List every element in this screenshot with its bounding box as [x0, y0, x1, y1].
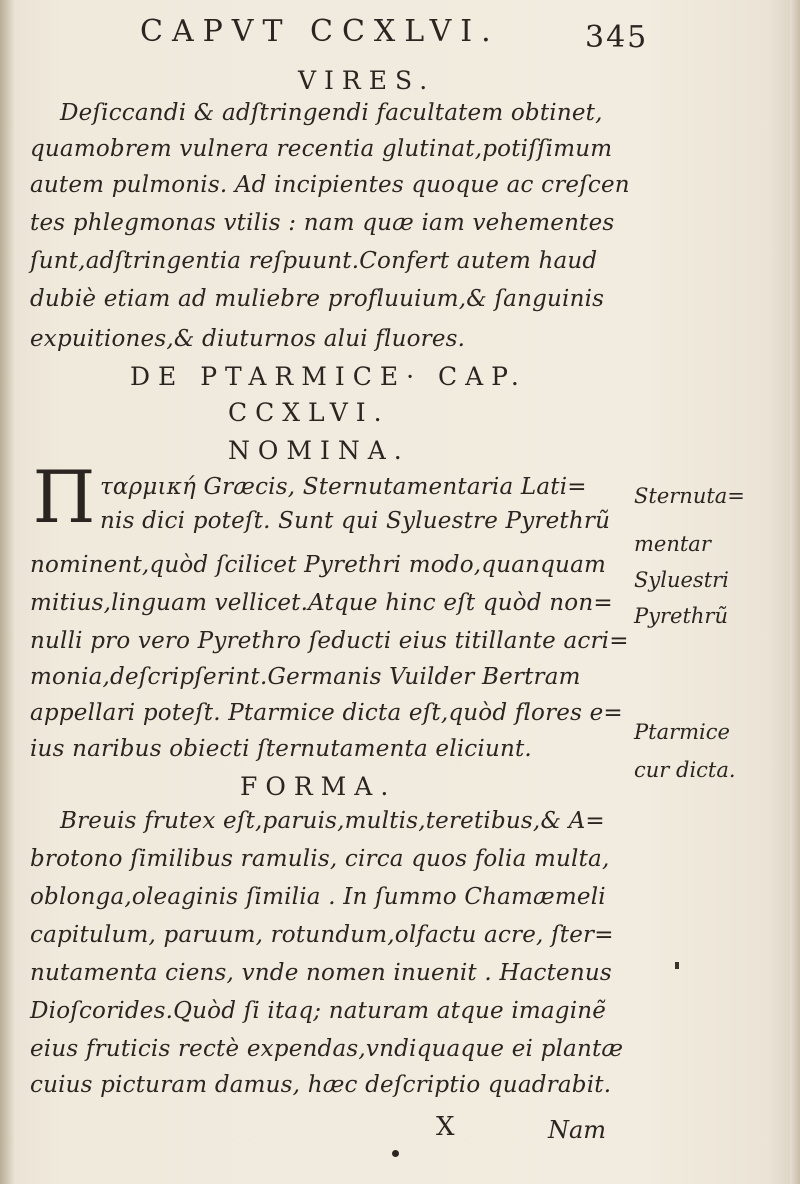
ink-dot	[392, 1150, 399, 1157]
page-edge	[790, 0, 800, 1184]
vires-line: autem pulmonis. Ad incipientes quoque ac creſcen	[30, 172, 630, 198]
nomina-line: appellari poteſt. Ptarmice dicta eſt,quòd flores e=	[30, 700, 623, 726]
nomina-line: monia,deſcripſerint.Germanis Vuilder Bertram	[30, 664, 581, 690]
nomina-line: nulli pro vero Pyrethro ſeducti eius titillante acri=	[30, 628, 629, 654]
vires-line: dubiè etiam ad muliebre profluuium,& ſanguinis	[30, 286, 605, 312]
running-head: CAPVT CCXLVI.	[140, 14, 500, 49]
nomina-line: ius naribus obiecti ſternutamenta eliciunt.	[30, 736, 532, 762]
vires-line: expuitiones,& diuturnos alui fluores.	[30, 326, 466, 352]
chapter-heading: DE PTARMICE· CAP.	[130, 362, 527, 391]
nomina-line: nominent,quòd ſcilicet Pyrethri modo,quanquam	[30, 552, 606, 578]
drop-capital: Π	[32, 455, 96, 539]
forma-line: nutamenta ciens, vnde nomen inuenit . Hactenus	[30, 960, 612, 986]
ink-speck	[675, 962, 679, 969]
forma-line: cuius picturam damus, hæc deſcriptio quadrabit.	[30, 1072, 612, 1098]
signature-mark: X	[436, 1112, 457, 1142]
vires-heading: VIRES.	[298, 66, 436, 95]
margin-note-line: Sternuta=	[634, 484, 745, 508]
vires-line: Deſiccandi & adſtringendi facultatem obtinet,	[60, 100, 603, 126]
nomina-line: nis dici poteſt. Sunt qui Syluestre Pyrethrũ	[100, 508, 611, 534]
forma-line: capitulum, paruum, rotundum,olfactu acre, ſter=	[30, 922, 614, 948]
forma-line: oblonga,oleaginis ſimilia . In ſummo Chamæmeli	[30, 884, 606, 910]
chapter-number-heading: CCXLVI.	[228, 398, 390, 427]
margin-note-line: Pyrethrũ	[634, 604, 728, 628]
forma-line: eius fruticis rectè expendas,vndiquaque ei plantæ	[30, 1036, 624, 1062]
margin-note-line: cur dicta.	[634, 758, 736, 782]
forma-line: Breuis frutex eſt,paruis,multis,teretibus,& A=	[60, 808, 605, 834]
nomina-line: mitius,linguam vellicet.Atque hinc eſt quòd non=	[30, 590, 613, 616]
page-binding-shadow	[0, 0, 14, 1184]
forma-line: brotono ſimilibus ramulis, circa quos folia multa,	[30, 846, 610, 872]
margin-note-line: Ptarmice	[634, 720, 730, 744]
forma-line: Dioſcorides.Quòd ſi itaq; naturam atque imaginẽ	[30, 998, 607, 1024]
vires-line: tes phlegmonas vtilis : nam quæ iam vehementes	[30, 210, 615, 236]
margin-note-line: Syluestri	[634, 568, 729, 592]
vires-line: ſunt,adſtringentia reſpuunt.Confert autem haud	[30, 248, 598, 274]
nomina-heading: NOMINA.	[228, 436, 410, 465]
page-number: 345	[585, 20, 649, 55]
forma-heading: FORMA.	[240, 772, 397, 801]
margin-note-line: mentar	[634, 532, 711, 556]
catchword: Nam	[548, 1116, 607, 1144]
vires-line: quamobrem vulnera recentia glutinat,potiſſimum	[30, 136, 613, 162]
nomina-line: ταρμική Græcis, Sternutamentaria Lati=	[100, 474, 587, 500]
